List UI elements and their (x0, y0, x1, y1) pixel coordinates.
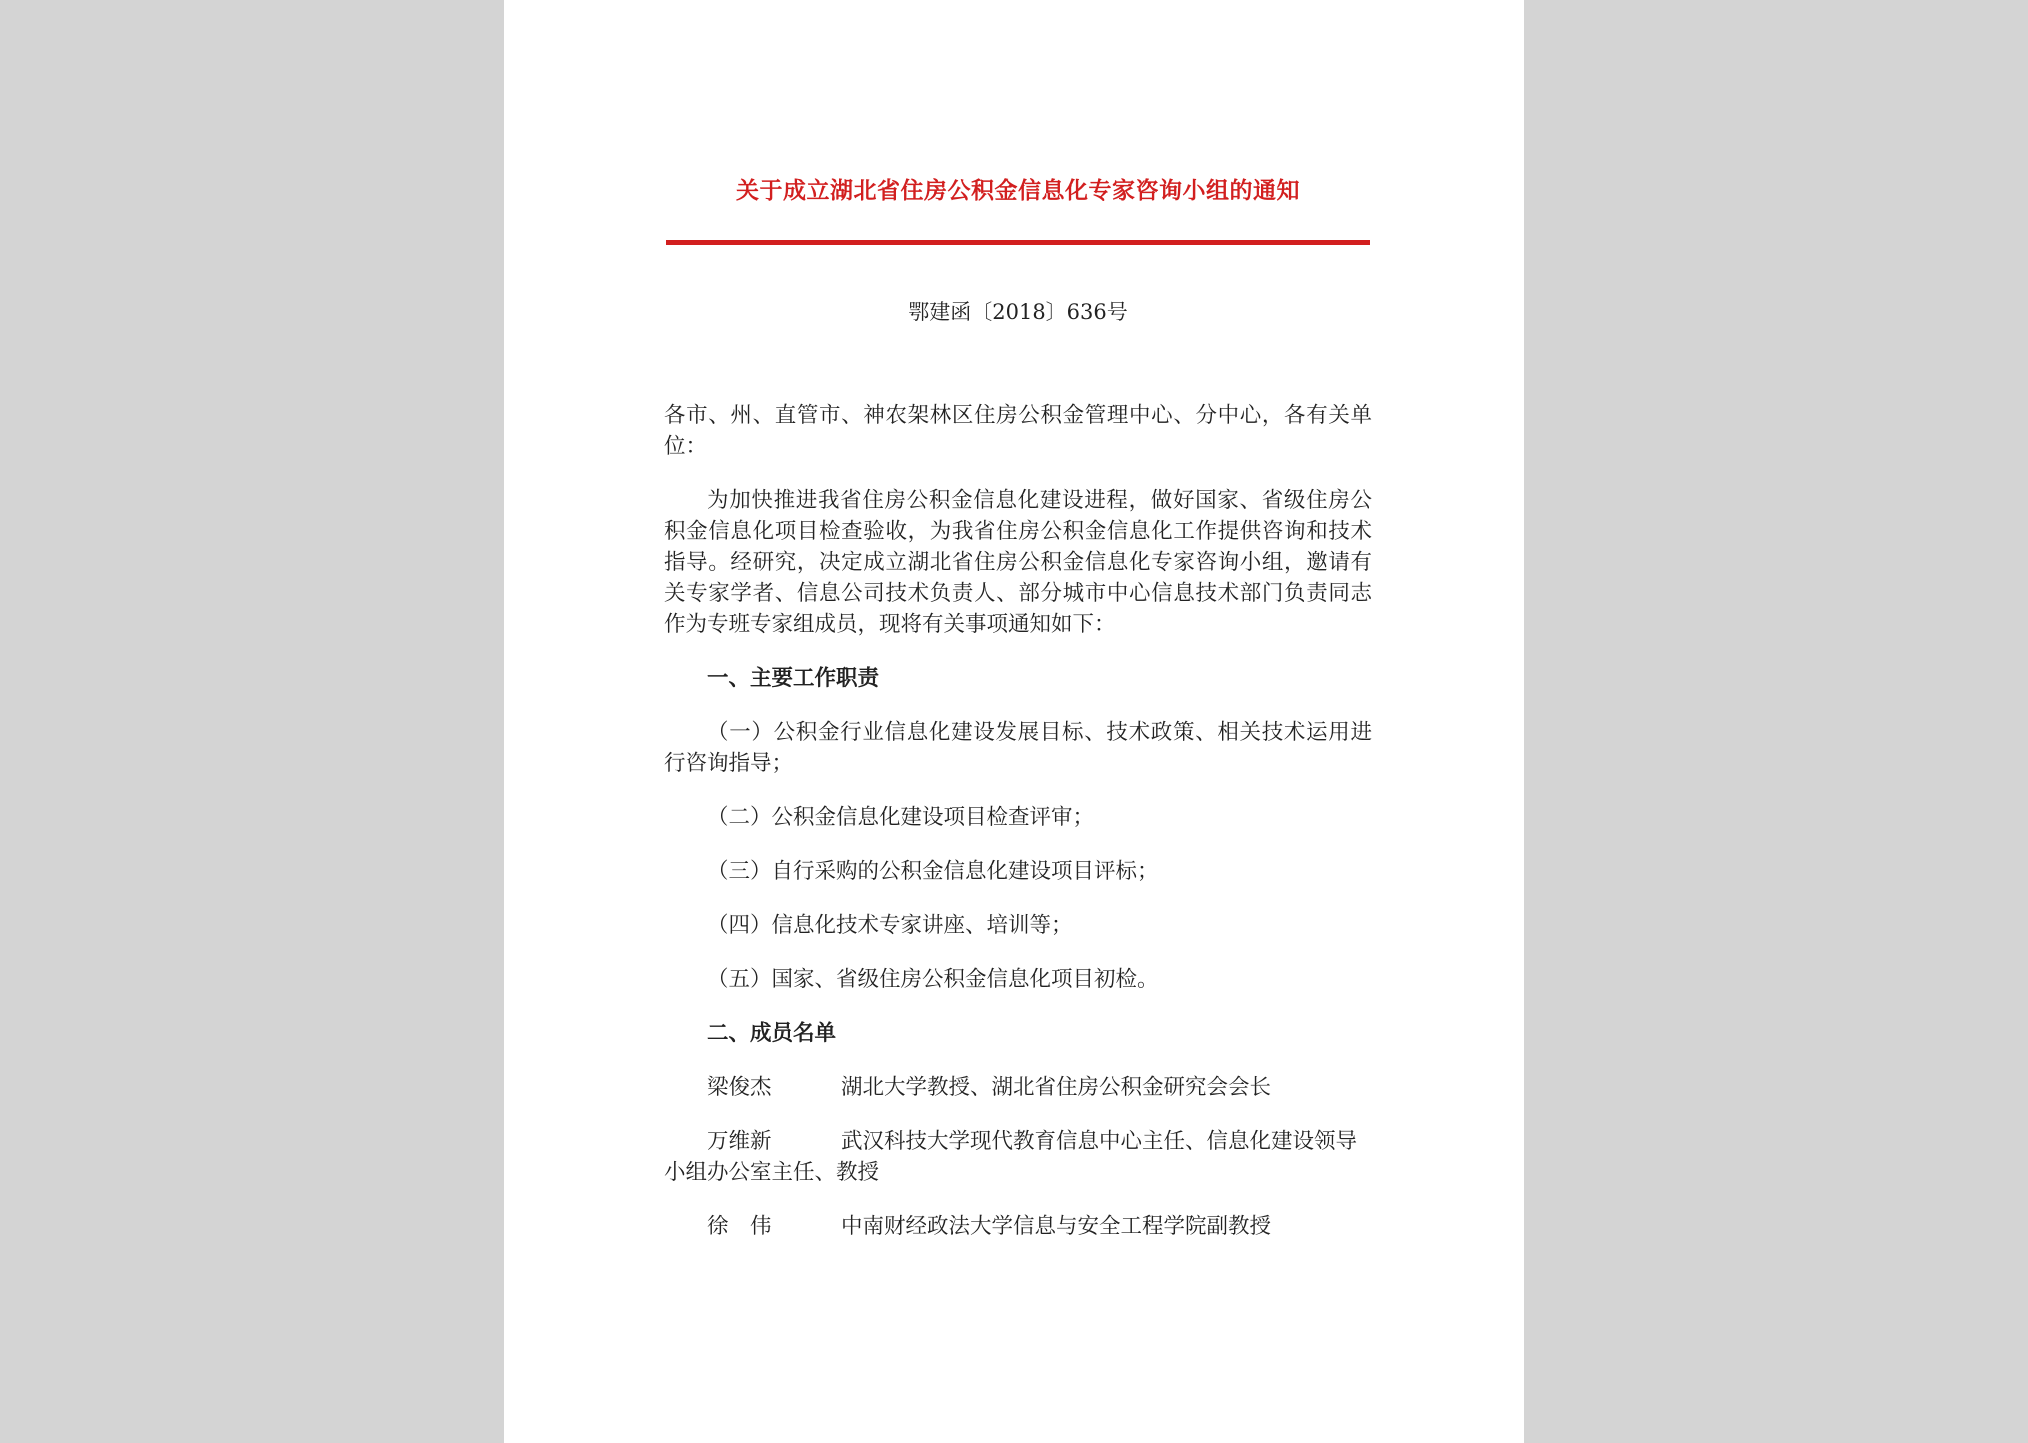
member-entry (664, 1126, 1372, 1188)
member-entry (664, 1211, 1372, 1242)
salutation: 各市、州、直管市、神农架林区住房公积金管理中心、分中心，各有关单位： (664, 403, 1372, 459)
member-name: 徐 伟 (707, 1214, 772, 1239)
document-title: 关于成立湖北省住房公积金信息化专家咨询小组的通知 (736, 177, 1300, 204)
document-body (664, 400, 1372, 1265)
duty-item: （三）自行采购的公积金信息化建设项目评标； (707, 859, 1159, 884)
document-page (504, 0, 1524, 1443)
document-number: 鄂建函〔2018〕636号 (908, 300, 1128, 324)
member-name: 万维新 (707, 1129, 772, 1154)
member-entry (664, 1072, 1372, 1103)
member-role: 湖北大学教授、湖北省住房公积金研究会会长 (841, 1075, 1272, 1100)
member-name: 梁俊杰 (707, 1075, 772, 1100)
member-role: 中南财经政法大学信息与安全工程学院副教授 (841, 1214, 1272, 1239)
duty-item: （二）公积金信息化建设项目检查评审； (707, 805, 1095, 830)
duty-item: （四）信息化技术专家讲座、培训等； (707, 913, 1073, 938)
intro-paragraph: 为加快推进我省住房公积金信息化建设进程，做好国家、省级住房公积金信息化项目检查验收，为我省住房公积金信息化工作提供咨询和技术指导。经研究，决定成立湖北省住房公积金信息化专家咨询小组，邀请有关专家学者、信息公司技术负责人、部分城市中心信息技术部门负责同志作为专班专家组成员，现将有关事项通知如下： (664, 488, 1372, 637)
section-heading-duties: 一、主要工作职责 (707, 666, 880, 691)
title-divider (666, 240, 1370, 245)
duty-item: （一）公积金行业信息化建设发展目标、技术政策、相关技术运用进行咨询指导； (664, 720, 1372, 776)
section-heading-members: 二、成员名单 (707, 1021, 837, 1046)
member-role: 武汉科技大学现代教育信息中心主任、信息化建设领导小组办公室主任、教授 (664, 1129, 1358, 1185)
duty-item: （五）国家、省级住房公积金信息化项目初检。 (707, 967, 1159, 992)
